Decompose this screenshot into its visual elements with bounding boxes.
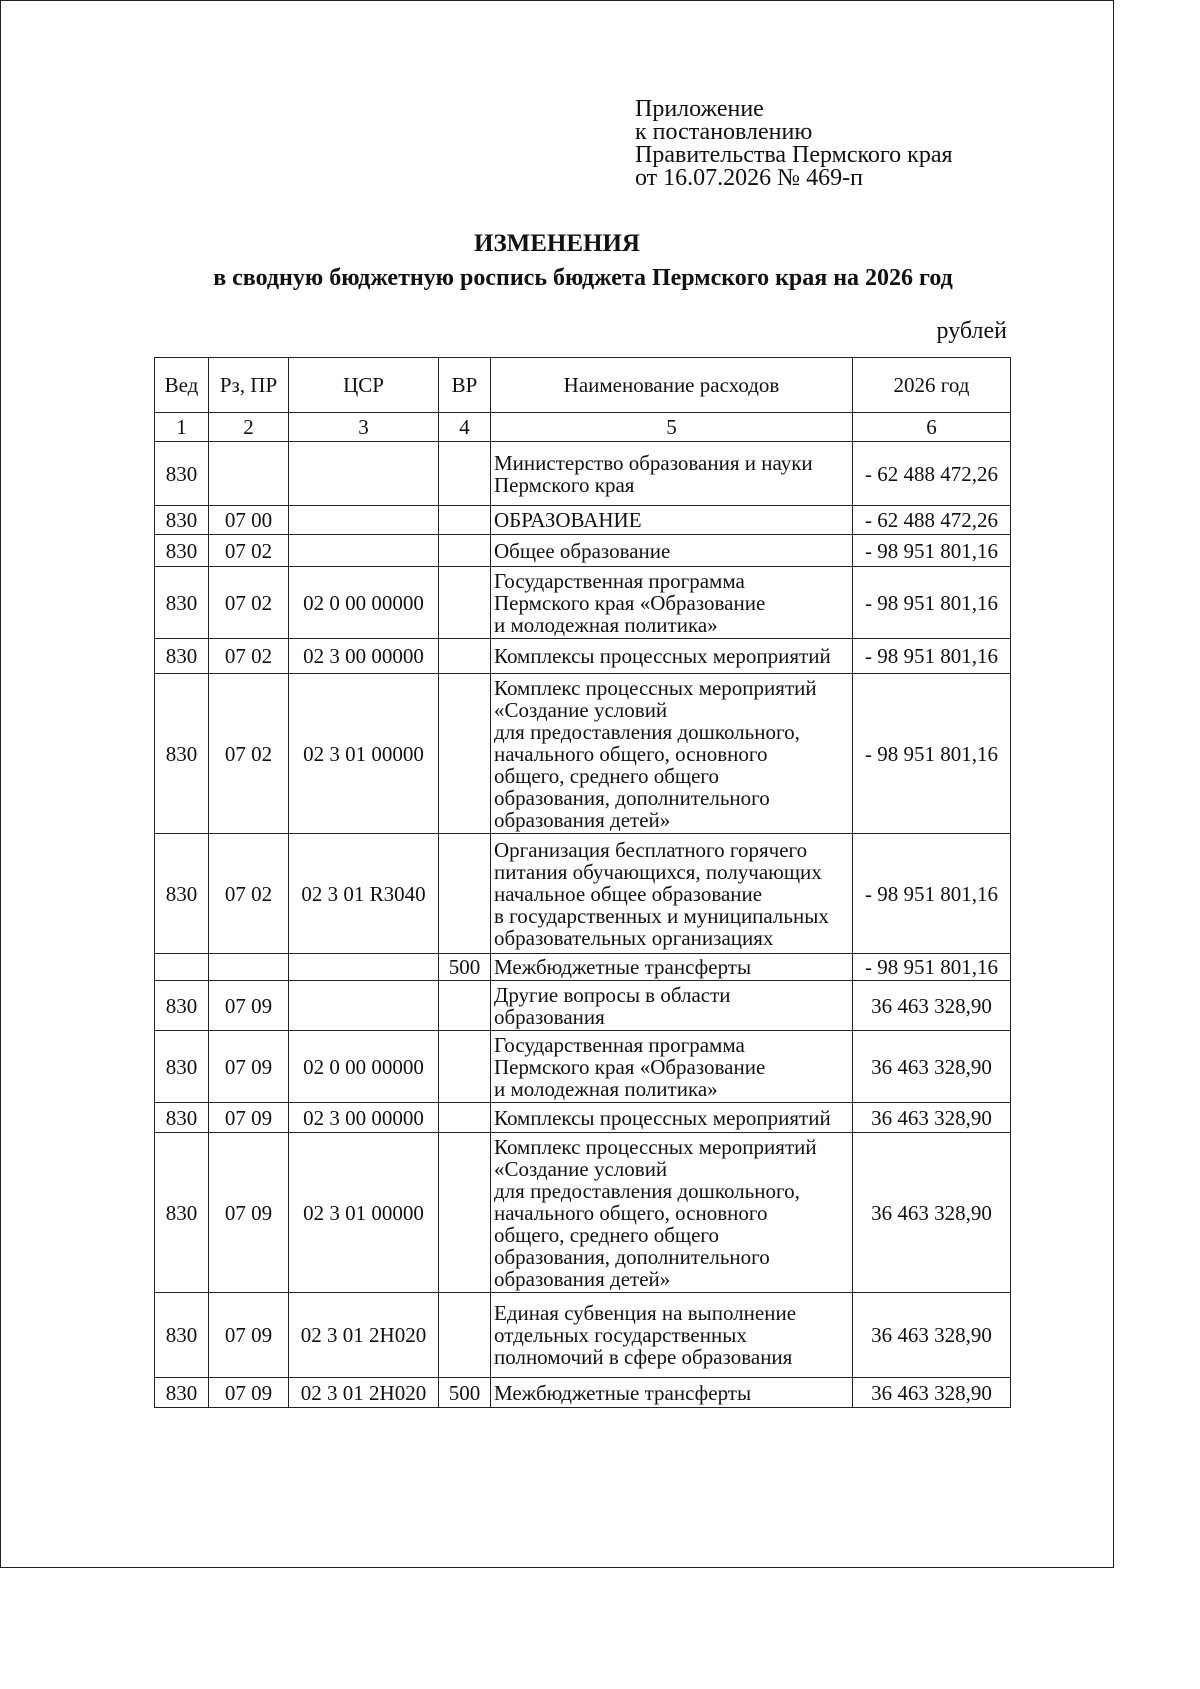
cell-rzpr: 07 02: [209, 567, 289, 639]
appendix-line: Правительства Пермского края: [635, 142, 953, 168]
cell-rzpr: 07 00: [209, 506, 289, 535]
cell-csr: 02 3 01 2Н020: [289, 1293, 439, 1378]
column-number: 4: [439, 413, 491, 442]
cell-amount: - 62 488 472,26: [853, 442, 1011, 506]
cell-csr: 02 3 01 00000: [289, 1133, 439, 1293]
cell-name: [491, 1293, 853, 1378]
cell-csr: 02 0 00 00000: [289, 1031, 439, 1103]
header-vr: ВР: [439, 358, 491, 413]
column-number-row: [155, 413, 1011, 442]
cell-csr: [289, 535, 439, 567]
cell-name-line: Организация бесплатного горячего: [494, 837, 808, 862]
cell-rzpr: 07 09: [209, 981, 289, 1031]
appendix-block: [635, 98, 953, 190]
cell-csr: 02 0 00 00000: [289, 567, 439, 639]
cell-name-line: образования детей»: [494, 807, 671, 832]
cell-ved: 830: [155, 1103, 209, 1133]
appendix-line: к постановлению: [635, 119, 813, 145]
cell-amount: - 98 951 801,16: [853, 567, 1011, 639]
cell-vr: 500: [439, 1378, 491, 1408]
cell-csr: 02 3 00 00000: [289, 639, 439, 674]
cell-vr: [439, 535, 491, 567]
cell-csr: [289, 506, 439, 535]
cell-rzpr: 07 09: [209, 1031, 289, 1103]
cell-name-line: ОБРАЗОВАНИЕ: [494, 508, 642, 532]
appendix-line: от 16.07.2026 № 469-п: [635, 165, 863, 191]
cell-name-line: и молодежная политика»: [494, 1076, 718, 1101]
cell-name: [491, 567, 853, 639]
cell-vr: [439, 567, 491, 639]
cell-name-line: Комплекс процессных мероприятий: [494, 675, 817, 700]
cell-name-line: Государственная программа: [494, 1032, 745, 1057]
appendix-line: Приложение: [635, 96, 764, 122]
cell-ved: [155, 954, 209, 981]
cell-name-line: начальное общее образование: [494, 881, 763, 906]
cell-rzpr: 07 02: [209, 674, 289, 834]
header-name: Наименование расходов: [491, 358, 853, 413]
cell-amount: - 98 951 801,16: [853, 954, 1011, 981]
cell-vr: [439, 834, 491, 954]
cell-amount: 36 463 328,90: [853, 1133, 1011, 1293]
table-row: [155, 1293, 1011, 1378]
cell-rzpr: [209, 442, 289, 506]
cell-csr: 02 3 01 2Н020: [289, 1378, 439, 1408]
column-number: 3: [289, 413, 439, 442]
table-row: [155, 674, 1011, 834]
cell-rzpr: 07 09: [209, 1103, 289, 1133]
cell-rzpr: 07 09: [209, 1293, 289, 1378]
cell-amount: - 98 951 801,16: [853, 639, 1011, 674]
header-csr: ЦСР: [289, 358, 439, 413]
cell-vr: [439, 442, 491, 506]
cell-name: [491, 506, 853, 535]
cell-name-line: общего, среднего общего: [494, 1222, 719, 1247]
cell-name-line: Пермского края «Образование: [494, 1054, 766, 1079]
cell-name-line: полномочий в сфере образования: [494, 1345, 793, 1369]
cell-ved: 830: [155, 1031, 209, 1103]
cell-name-line: Межбюджетные трансферты: [494, 1380, 752, 1405]
cell-name: [491, 674, 853, 834]
cell-amount: 36 463 328,90: [853, 1293, 1011, 1378]
units-label: рублей: [936, 318, 1007, 344]
cell-name-line: и молодежная политика»: [494, 612, 718, 637]
document-subtitle: в сводную бюджетную роспись бюджета Пермского края на 2026 год: [213, 265, 953, 291]
cell-ved: 830: [155, 506, 209, 535]
cell-name-line: Комплексы процессных мероприятий: [494, 1105, 831, 1130]
cell-name: [491, 981, 853, 1031]
cell-name-line: Общее образование: [494, 538, 671, 563]
cell-vr: [439, 1031, 491, 1103]
cell-csr: [289, 954, 439, 981]
table-row: [155, 1378, 1011, 1408]
cell-csr: [289, 442, 439, 506]
table-row: [155, 1133, 1011, 1293]
cell-ved: 830: [155, 674, 209, 834]
cell-name-line: в государственных и муниципальных: [494, 903, 829, 928]
cell-name-line: Межбюджетные трансферты: [494, 955, 752, 979]
cell-ved: 830: [155, 834, 209, 954]
cell-csr: 02 3 01 00000: [289, 674, 439, 834]
column-number: 1: [155, 413, 209, 442]
cell-name: [491, 954, 853, 981]
cell-ved: 830: [155, 639, 209, 674]
cell-name-line: для предоставления дошкольного,: [494, 1178, 800, 1203]
cell-ved: 830: [155, 442, 209, 506]
cell-rzpr: 07 02: [209, 535, 289, 567]
cell-name-line: «Создание условий: [494, 1156, 668, 1181]
budget-table-body: [155, 442, 1011, 1408]
cell-name-line: Комплексы процессных мероприятий: [494, 644, 831, 668]
cell-name-line: Министерство образования и науки: [494, 450, 813, 475]
table-row: [155, 639, 1011, 674]
cell-csr: 02 3 00 00000: [289, 1103, 439, 1133]
cell-name-line: образовательных организациях: [494, 925, 774, 950]
cell-name: [491, 834, 853, 954]
cell-amount: - 98 951 801,16: [853, 535, 1011, 567]
cell-name-line: начального общего, основного: [494, 1200, 768, 1225]
header-rzpr: Рз, ПР: [209, 358, 289, 413]
cell-amount: - 62 488 472,26: [853, 506, 1011, 535]
cell-name-line: образования, дополнительного: [494, 1244, 770, 1269]
cell-name-line: питания обучающихся, получающих: [494, 859, 822, 884]
cell-ved: 830: [155, 567, 209, 639]
table-row: [155, 954, 1011, 981]
document-title: ИЗМЕНЕНИЯ: [474, 230, 640, 257]
cell-ved: 830: [155, 1133, 209, 1293]
table-row: [155, 1031, 1011, 1103]
cell-amount: 36 463 328,90: [853, 981, 1011, 1031]
table-row: [155, 567, 1011, 639]
table-row: [155, 442, 1011, 506]
cell-amount: 36 463 328,90: [853, 1031, 1011, 1103]
cell-rzpr: 07 02: [209, 639, 289, 674]
cell-name: [491, 639, 853, 674]
cell-rzpr: [209, 954, 289, 981]
cell-vr: [439, 981, 491, 1031]
cell-vr: [439, 1133, 491, 1293]
table-row: [155, 535, 1011, 567]
cell-name: [491, 1031, 853, 1103]
header-amount: 2026 год: [853, 358, 1011, 413]
cell-name: [491, 535, 853, 567]
cell-ved: 830: [155, 1293, 209, 1378]
cell-vr: [439, 674, 491, 834]
cell-name-line: образования: [494, 1004, 605, 1029]
cell-name-line: начального общего, основного: [494, 741, 768, 766]
cell-vr: [439, 639, 491, 674]
cell-name-line: отдельных государственных: [494, 1323, 747, 1347]
cell-rzpr: 07 02: [209, 834, 289, 954]
cell-amount: 36 463 328,90: [853, 1103, 1011, 1133]
table-header-row: [155, 358, 1011, 413]
cell-name-line: образования детей»: [494, 1266, 671, 1291]
column-number: 2: [209, 413, 289, 442]
cell-vr: 500: [439, 954, 491, 981]
cell-amount: - 98 951 801,16: [853, 674, 1011, 834]
cell-name-line: образования, дополнительного: [494, 785, 770, 810]
table-row: [155, 506, 1011, 535]
cell-rzpr: 07 09: [209, 1133, 289, 1293]
cell-vr: [439, 1103, 491, 1133]
column-number: 5: [491, 413, 853, 442]
cell-ved: 830: [155, 535, 209, 567]
cell-name-line: общего, среднего общего: [494, 763, 719, 788]
cell-ved: 830: [155, 1378, 209, 1408]
cell-name-line: для предоставления дошкольного,: [494, 719, 800, 744]
cell-name-line: Другие вопросы в области: [494, 982, 731, 1007]
cell-vr: [439, 1293, 491, 1378]
cell-name-line: Единая субвенция на выполнение: [494, 1301, 797, 1325]
cell-amount: - 98 951 801,16: [853, 834, 1011, 954]
cell-ved: 830: [155, 981, 209, 1031]
cell-name-line: Комплекс процессных мероприятий: [494, 1134, 817, 1159]
cell-csr: 02 3 01 R3040: [289, 834, 439, 954]
table-row: [155, 981, 1011, 1031]
cell-name: [491, 442, 853, 506]
header-ved: Вед: [155, 358, 209, 413]
table-row: [155, 1103, 1011, 1133]
cell-name-line: Пермского края «Образование: [494, 590, 766, 615]
cell-name: [491, 1133, 853, 1293]
cell-name-line: «Создание условий: [494, 697, 668, 722]
table-row: [155, 834, 1011, 954]
cell-vr: [439, 506, 491, 535]
cell-rzpr: 07 09: [209, 1378, 289, 1408]
cell-csr: [289, 981, 439, 1031]
cell-amount: 36 463 328,90: [853, 1378, 1011, 1408]
cell-name-line: Пермского края: [494, 472, 635, 497]
cell-name: [491, 1378, 853, 1408]
cell-name: [491, 1103, 853, 1133]
cell-name-line: Государственная программа: [494, 568, 745, 593]
budget-table: [154, 357, 1011, 1408]
column-number: 6: [853, 413, 1011, 442]
